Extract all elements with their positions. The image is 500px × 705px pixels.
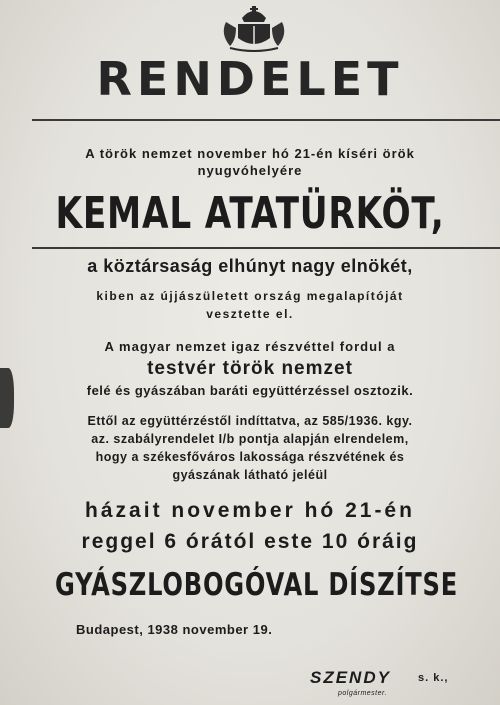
signature-suffix: s. k., bbox=[418, 672, 449, 684]
edge-smudge bbox=[0, 368, 14, 428]
intro-line-1: A török nemzet november hó 21-én kíséri örök bbox=[85, 146, 415, 161]
title-divider bbox=[32, 119, 500, 121]
sympathy-emphasis: testvér török nemzet bbox=[147, 358, 353, 379]
ordinance-line-1: Ettől az együttérzéstől indíttatva, az 585/1936. kgy. bbox=[87, 414, 413, 428]
signature-title: polgármester. bbox=[338, 690, 388, 697]
ordinance-line-3: hogy a székesfőváros lakossága részvétének és bbox=[95, 450, 405, 464]
honoree-name: KEMAL ATATÜRKÖT, bbox=[55, 188, 445, 239]
honoree-subtitle: a köztársaság elhúnyt nagy elnökét, bbox=[87, 256, 413, 276]
mayor-signature: SZENDY bbox=[310, 668, 391, 687]
mourning-flag-order: GYÁSZLOBOGÓVAL DÍSZÍTSE bbox=[55, 567, 459, 603]
decree-title: RENDELET bbox=[96, 52, 404, 106]
founder-line-2: vesztette el. bbox=[206, 307, 294, 321]
place-and-date: Budapest, 1938 november 19. bbox=[76, 622, 273, 637]
hungarian-crest-icon bbox=[216, 4, 292, 52]
intro-line-2: nyugvóhelyére bbox=[197, 163, 303, 178]
name-divider bbox=[32, 247, 500, 249]
ordinance-line-4: gyászának látható jeléül bbox=[172, 468, 328, 482]
schedule-line-2: reggel 6 órától este 10 óráig bbox=[81, 530, 419, 553]
founder-line-1: kiben az újjászületett ország megalapítóját bbox=[96, 289, 404, 303]
schedule-line-1: házait november hó 21-én bbox=[85, 499, 415, 522]
sympathy-line-3: felé és gyászában baráti együttérzéssel osztozik. bbox=[86, 383, 414, 398]
ordinance-line-2: az. szabályrendelet I/b pontja alapján elrendelem, bbox=[91, 432, 409, 446]
sympathy-line-1: A magyar nemzet igaz részvéttel fordul a bbox=[104, 339, 396, 354]
